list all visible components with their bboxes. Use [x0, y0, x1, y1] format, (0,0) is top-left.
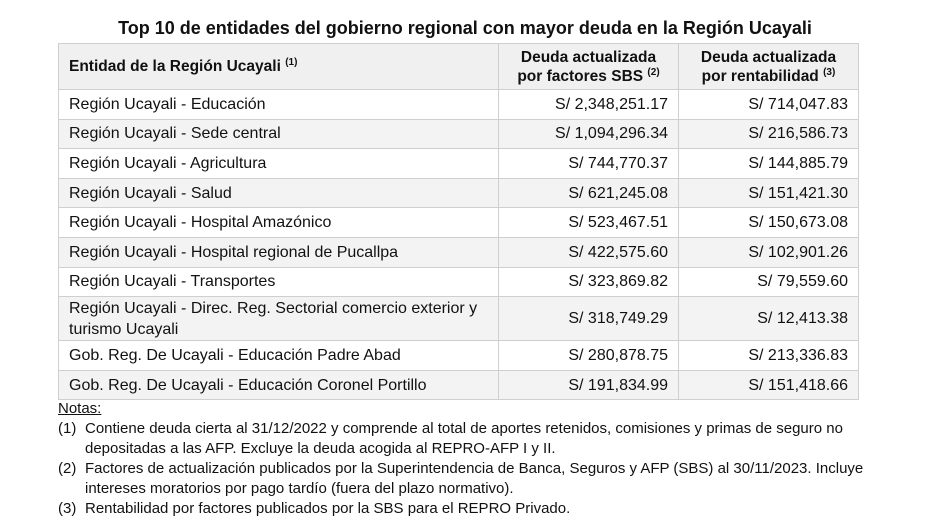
entity-cell: Gob. Reg. De Ucayali - Educación Coronel Portillo — [59, 370, 499, 400]
table-row — [59, 341, 859, 371]
entity-cell: Región Ucayali - Transportes — [59, 267, 499, 297]
debt-table — [58, 43, 859, 400]
entity-cell: Región Ucayali - Sede central — [59, 119, 499, 149]
footnote-ref: (2) — [647, 66, 660, 78]
sbs-debt-cell: S/ 318,749.29 — [499, 297, 679, 341]
header-rent-debt — [679, 44, 859, 90]
note-item — [58, 459, 868, 499]
rent-debt-cell: S/ 213,336.83 — [679, 341, 859, 371]
header-entity-label: Entidad de la Región Ucayali — [69, 58, 281, 75]
header-sbs-line2: por factores SBS — [517, 67, 644, 85]
rent-debt-cell: S/ 151,418.66 — [679, 370, 859, 400]
rent-debt-cell: S/ 144,885.79 — [679, 149, 859, 179]
rent-debt-cell: S/ 102,901.26 — [679, 237, 859, 267]
page-title: Top 10 de entidades del gobierno regional con mayor deuda en la Región Ucayali — [118, 18, 812, 38]
table-row — [59, 178, 859, 208]
rent-debt-cell: S/ 150,673.08 — [679, 208, 859, 238]
rent-debt-cell: S/ 216,586.73 — [679, 119, 859, 149]
entity-cell: Región Ucayali - Hospital Amazónico — [59, 208, 499, 238]
note-item — [58, 419, 868, 459]
entity-cell: Región Ucayali - Educación — [59, 90, 499, 120]
note-text: Rentabilidad por factores publicados por la SBS para el REPRO Privado. — [85, 500, 571, 517]
header-rent-line2: por rentabilidad — [701, 67, 819, 85]
header-sbs-line1: Deuda actualizada — [520, 48, 657, 66]
entity-cell: Región Ucayali - Salud — [59, 178, 499, 208]
sbs-debt-cell: S/ 744,770.37 — [499, 149, 679, 179]
header-entity — [59, 44, 499, 90]
table-row — [59, 370, 859, 400]
table-row — [59, 297, 859, 341]
sbs-debt-cell: S/ 523,467.51 — [499, 208, 679, 238]
notes-section — [58, 399, 868, 519]
note-item — [58, 499, 868, 519]
header-sbs-debt — [499, 44, 679, 90]
rent-debt-cell: S/ 12,413.38 — [679, 297, 859, 341]
note-number: (1) — [58, 420, 77, 437]
table-row — [59, 149, 859, 179]
rent-debt-cell: S/ 714,047.83 — [679, 90, 859, 120]
sbs-debt-cell: S/ 422,575.60 — [499, 237, 679, 267]
header-rent-line1: Deuda actualizada — [700, 48, 837, 66]
sbs-debt-cell: S/ 191,834.99 — [499, 370, 679, 400]
footnote-ref: (3) — [823, 66, 836, 78]
note-number: (2) — [58, 460, 77, 477]
table-row — [59, 267, 859, 297]
entity-cell: Gob. Reg. De Ucayali - Educación Padre Abad — [59, 341, 499, 371]
sbs-debt-cell: S/ 323,869.82 — [499, 267, 679, 297]
entity-cell: Región Ucayali - Direc. Reg. Sectorial comercio exterior y turismo Ucayali — [59, 297, 499, 341]
table-row — [59, 208, 859, 238]
sbs-debt-cell: S/ 2,348,251.17 — [499, 90, 679, 120]
footnote-ref: (1) — [285, 56, 298, 68]
rent-debt-cell: S/ 151,421.30 — [679, 178, 859, 208]
rent-debt-cell: S/ 79,559.60 — [679, 267, 859, 297]
entity-cell: Región Ucayali - Hospital regional de Pucallpa — [59, 237, 499, 267]
notes-heading: Notas: — [58, 400, 102, 417]
sbs-debt-cell: S/ 1,094,296.34 — [499, 119, 679, 149]
note-text: Factores de actualización publicados por la Superintendencia de Banca, Seguros y AFP (SBS) al 30/11/2023. Incluye intereses moratorios por pago tardío (fuera del plazo normativo). — [85, 460, 864, 497]
entity-cell: Región Ucayali - Agricultura — [59, 149, 499, 179]
table-row — [59, 90, 859, 120]
table-header-row — [59, 44, 859, 90]
note-number: (3) — [58, 500, 77, 517]
table-row — [59, 237, 859, 267]
table-row — [59, 119, 859, 149]
note-text: Contiene deuda cierta al 31/12/2022 y comprende al total de aportes retenidos, comisiones y primas de seguro no depositadas a las AFP. Excluye la deuda acogida al REPRO-AFP I y II. — [85, 420, 843, 457]
sbs-debt-cell: S/ 621,245.08 — [499, 178, 679, 208]
sbs-debt-cell: S/ 280,878.75 — [499, 341, 679, 371]
